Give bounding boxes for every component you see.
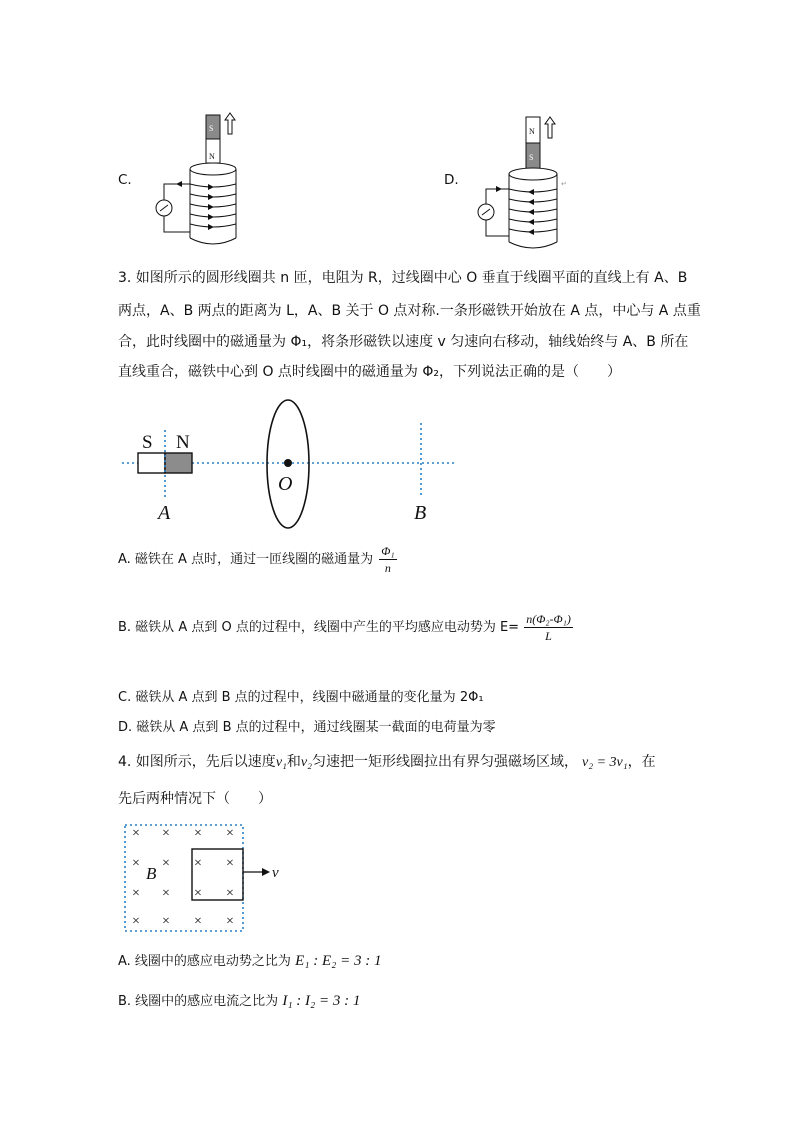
q4-stem-part-a: 4. 如图所示，先后以速度 (118, 754, 276, 770)
up-arrow-icon-d (545, 117, 555, 138)
q4-velocity-arrow-icon (262, 868, 270, 876)
field-cross-icon: × (162, 826, 170, 841)
field-cross-icon: × (226, 826, 234, 841)
q4-stem-line-1 (118, 748, 656, 777)
q3-label-o: O (278, 473, 293, 495)
q4-option-a-text: A. 线圈中的感应电动势之比为 (118, 954, 291, 969)
q3-option-a-text: A. 磁铁在 A 点时，通过一匝线圈的磁通量为 (118, 552, 374, 567)
q3-stem-line-4: 直线重合，磁铁中心到 O 点时线圈中的磁通量为 Φ₂，下列说法正确的是（ ） (118, 364, 621, 380)
q4-figure (122, 822, 292, 934)
q4-v1: v₁ (275, 755, 287, 770)
q3-label-a: A (158, 502, 171, 524)
q2-option-d-label: D. (444, 172, 459, 188)
q4-label-v: v (272, 865, 279, 881)
svg-text:↵: ↵ (561, 180, 567, 188)
q4-label-b: B (146, 864, 157, 883)
q4-stem-part-c: ，在 (627, 754, 656, 770)
field-cross-icon: × (194, 886, 202, 901)
field-cross-icon: × (162, 886, 170, 901)
q3-stem-line-1: 3. 如图所示的圆形线圈共 n 匝，电阻为 R，过线圈中心 O 垂直于线圈平面的直线上有 A、B (118, 270, 688, 286)
q3-option-b-num: n(Φ₂-Φ₁) (526, 612, 571, 626)
q4-stem-line-2: 先后两种情况下（ ） (118, 791, 272, 807)
q3-label-b: B (414, 502, 427, 524)
field-cross-icon: × (194, 914, 202, 929)
q3-stem-line-3: 合，此时线圈中的磁通量为 Φ₁，将条形磁铁以速度 v 匀速向右移动，轴线始终与 A、B 所在 (118, 334, 689, 350)
q3-label-n: N (176, 432, 190, 453)
q3-option-d: D. 磁铁从 A 点到 B 点的过程中，通过线圈某一截面的电荷量为零 (118, 720, 496, 735)
up-arrow-icon-c (225, 113, 235, 134)
magnet-d-n-label: N (529, 127, 535, 136)
q3-option-a-den: n (384, 561, 391, 575)
q3-option-a-fraction (379, 543, 396, 576)
q3-option-a (118, 543, 397, 576)
q3-option-b (118, 611, 573, 644)
q4-stem-part-b: 匀速把一矩形线圈拉出有界匀强磁场区域， (312, 754, 578, 770)
q3-magnet-s (138, 453, 165, 473)
field-cross-icon: × (194, 826, 202, 841)
q2-figure-c (150, 112, 260, 252)
q3-magnet-n (165, 453, 192, 473)
magnet-c-s-label: S (209, 124, 214, 133)
field-cross-icon: × (226, 886, 234, 901)
q4-v2: v₂ (300, 755, 312, 770)
q4-option-b (118, 990, 360, 1010)
q4-option-b-text: B. 线圈中的感应电流之比为 (118, 994, 279, 1009)
field-cross-icon: × (132, 856, 140, 871)
q4-speed-equation: v₂ = 3v₁ (582, 755, 628, 770)
q2-option-c-label: C. (118, 172, 132, 188)
q3-option-a-num: Φ₁ (381, 544, 395, 558)
field-cross-icon: × (132, 886, 140, 901)
field-cross-icon: × (226, 856, 234, 871)
q3-stem-line-2: 两点，A、B 两点的距离为 L，A、B 关于 O 点对称.一条形磁铁开始放在 A 点，中心与 A 点重 (118, 303, 701, 319)
q3-option-b-den: L (545, 629, 552, 643)
field-cross-icon: × (162, 856, 170, 871)
q3-figure (118, 395, 463, 530)
field-cross-icon: × (226, 914, 234, 929)
q4-option-a (118, 950, 381, 970)
field-cross-icon: × (132, 914, 140, 929)
q4-option-a-equation: E₁ : E₂ = 3 : 1 (295, 953, 382, 969)
field-cross-icon: × (194, 856, 202, 871)
q3-label-s: S (142, 432, 153, 453)
q4-option-b-equation: I₁ : I₂ = 3 : 1 (282, 993, 361, 1009)
field-cross-icon: × (132, 826, 140, 841)
q2-figure-d (470, 114, 580, 254)
field-cross-icon: × (162, 914, 170, 929)
q3-option-c: C. 磁铁从 A 点到 B 点的过程中，线圈中磁通量的变化量为 2Φ₁ (118, 690, 484, 705)
magnet-d-s-label: S (529, 153, 534, 162)
q3-option-b-fraction (524, 611, 573, 644)
magnet-c-n-label: N (209, 152, 215, 161)
q4-and: 和 (286, 754, 301, 770)
q3-point-o (284, 459, 292, 467)
q3-option-b-text: B. 磁铁从 A 点到 O 点的过程中，线圈中产生的平均感应电动势为 E= (118, 620, 520, 635)
